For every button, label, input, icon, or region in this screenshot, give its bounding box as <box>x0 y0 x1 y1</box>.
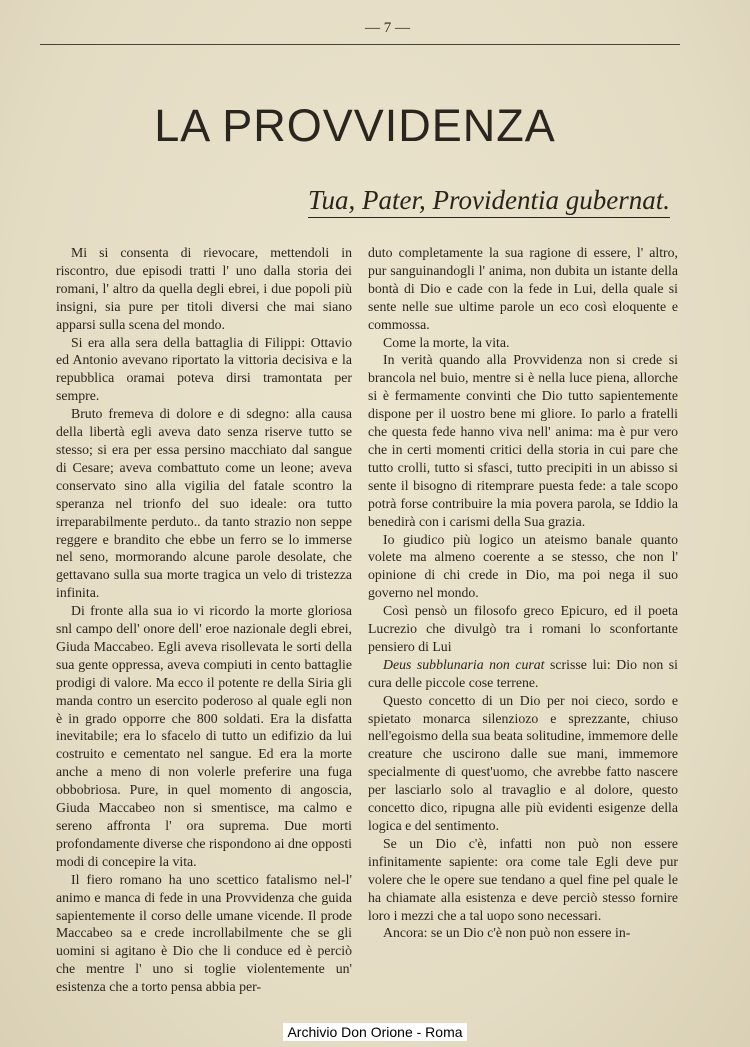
page-header <box>40 18 680 45</box>
paragraph: Si era alla sera della battaglia di Filippi: Ottavio ed Antonio avevano riportato la vittoria decisiva e la repubblica oramai poteva dirsi tramontata per sempre. <box>56 334 352 404</box>
paragraph: Come la morte, la vita. <box>383 334 510 350</box>
article-motto: Tua, Pater, Providentia gubernat. <box>308 185 670 218</box>
paragraph <box>368 656 678 692</box>
paragraph: Mi si consenta di rievocare, mettendoli in riscontro, due episodi tratti l' uno dalla storia dei romani, l' altro da quella degli ebrei, i due popoli più insigni, sia pure per titoli diversi che mai siano apparsi sulla scena del mondo. <box>56 245 352 332</box>
paragraph: Di fronte alla sua io vi ricordo la morte gloriosa snl campo dell' onore dell' eroe nazionale degli ebrei, Giuda Maccabeo. Egli aveva risollevata le sorti della sua gente oppressa, aveva compiuti in cento battaglie prodigi di valore. Ma ecco il potente re della Siria gli manda contro un esercito poderoso al quale egli non è in grado opporre che 800 soldati. Era la disfatta inevitabile; era lo sfacelo di tutto un edifizio da lui costruito e cementato nel sangue. Ed era la morte anche a meno di non volerle preferire una fuga obbobriosa. Pure, in quel momento di angoscia, Giuda Maccabeo non si smentisce, ma calmo e sereno affronta l' ora suprema. Due morti profondamente diverse che rispondono ai dne opposti modi di concepire la vita. <box>56 603 352 869</box>
latin-quote: Deus subblunaria non curat <box>383 656 545 672</box>
paragraph: Questo concetto di un Dio per noi cieco, sordo e spietato monarca silenziozo e sprezzante, chiuso nell'egoismo della sua beata solitudine, immemore delle creature che uscirono dalle sue mani, immemore specialmente di quest'uomo, che avrebbe fatto nascere per lasciarlo solo al travaglio e al dolore, questo concetto dico, ripugna alle più evidenti esigenze della logica e del sentimento. <box>368 692 678 833</box>
right-column <box>368 244 678 942</box>
paragraph: Io giudico più logico un ateismo banale quanto volete ma almeno coerente a se stesso, che non l' opinione di chi crede in Dio, ma poi nega il suo governo nel mondo. <box>368 531 678 601</box>
paragraph: Così pensò un filosofo greco Epicuro, ed il poeta Lucrezio che divulgò tra i romani lo sconfortante pensiero di Lui <box>368 603 678 654</box>
archive-label: Archivio Don Orione - Roma <box>283 1023 466 1041</box>
left-column <box>56 244 352 996</box>
page-number: — 7 — <box>365 20 410 36</box>
paragraph: Ancora: se un Dio c'è non può non essere in- <box>383 925 631 941</box>
paragraph: Bruto fremeva di dolore e di sdegno: alla causa della libertà egli aveva dato senza riserve tutto se stesso; si era per essa persino macchiato dal sangue di Cesare; aveva combattuto come un leone; aveva conservato sino alla vigilia del fatale scontro la speranza nel trionfo del suo ideale: ora tutto irreparabilmente perduto.. da tanto strazio non seppe reggere e brandito che ebbe un ferro se lo immerse nel seno, mormorando alcune parole desolate, che gettavano sulla sua morte tragica un velo di tristezza infinita. <box>56 406 352 601</box>
paragraph: Se un Dio c'è, infatti non può non essere infinitamente sapiente: ora come tale Egli deve pur volere che le opere sue tendano a quel fine pel quale le ha chiamate alla esistenza e deve perciò stesso fornire loro i mezzi che a tal uopo sono necessari. <box>368 835 678 923</box>
paragraph: In verità quando alla Provvidenza non si crede si brancola nel buio, mentre si è nella luce piena, allorche si è fermamente convinti che Dio tutto sapientemente dispone per il uostro bene mi gliore. Io parlo a fratelli che questa fede hanno viva nell' anima: ma è pur vero che in certi momenti critici della storia in cui pare che tutto crolli, tutto si sfasci, tutto precipiti in un abisso si sente il bisogno di ritemprare puesta fede: a tale scopo potrà forse contribuire la mia povera parola, se Iddio la benedirà con i carismi della Sua grazia. <box>368 352 678 529</box>
archive-footer <box>0 1024 750 1040</box>
article-title: LA PROVVIDENZA <box>154 100 556 151</box>
paragraph-continuation: duto completamente la sua ragione di essere, l' altro, pur sanguinandogli l' anima, non dubita un istante della bontà di Dio e cade con la fede in Lui, della quale si sente nelle sue ultime parole un eco così eloquente e commossa. <box>368 245 678 332</box>
paragraph: Il fiero romano ha uno scettico fatalismo nel-l' animo e manca di fede in una Provvidenza che guida sapientemente il corso delle umane vicende. Il prode Maccabeo sa e crede incrollabilmente che se gli uomini si agitano è Dio che li conduce ed è perciò che mentre l' uno si toglie violentemente un' esistenza che a torto pensa abbia per- <box>56 871 352 995</box>
paragraph-text: scrisse lui: Dio non si cura delle piccole cose terrene. <box>368 656 678 690</box>
